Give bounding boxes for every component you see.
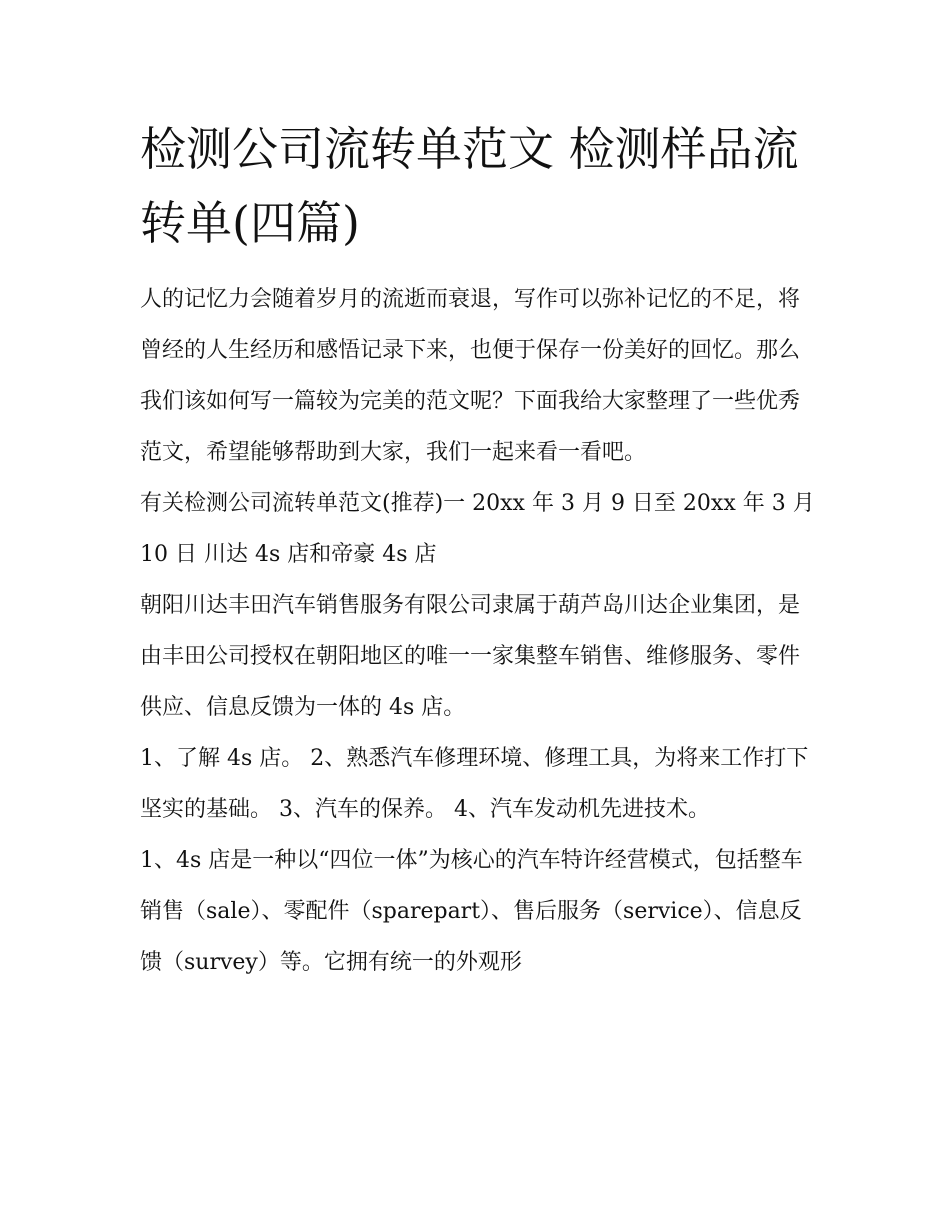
document-content [140,112,820,988]
paragraph-company-profile: 朝阳川达丰田汽车销售服务有限公司隶属于葫芦岛川达企业集团，是由丰田公司授权在朝阳地区的唯一一家集整车销售、维修服务、零件供应、信息反馈为一体的 4s 店。 [140,593,801,720]
paragraph-4s-definition: 1、4s 店是一种以“四位一体”为核心的汽车特许经营模式，包括整车销售（sale）、零配件（sparepart）、售后服务（service）、信息反馈（survey）等。它拥有统一的外观形 [140,848,803,975]
paragraph-intro: 人的记忆力会随着岁月的流逝而衰退，写作可以弥补记忆的不足，将曾经的人生经历和感悟记录下来，也便于保存一份美好的回忆。那么我们该如何写一篇较为完美的范文呢？下面我给大家整理了一些优秀范文，希望能够帮助到大家，我们一起来看一看吧。 [140,287,801,465]
paragraph-objectives: 1、了解 4s 店。 2、熟悉汽车修理环境、修理工具，为将来工作打下坚实的基础。 3、汽车的保养。 4、汽车发动机先进技术。 [140,746,809,822]
paragraph-internship-dates: 有关检测公司流转单范文(推荐)一 20xx 年 3 月 9 日至 20xx 年 3 月 10 日 川达 4s 店和帝豪 4s 店 [140,491,815,567]
document-title: 检测公司流转单范文 检测样品流转单(四篇) [140,122,799,250]
